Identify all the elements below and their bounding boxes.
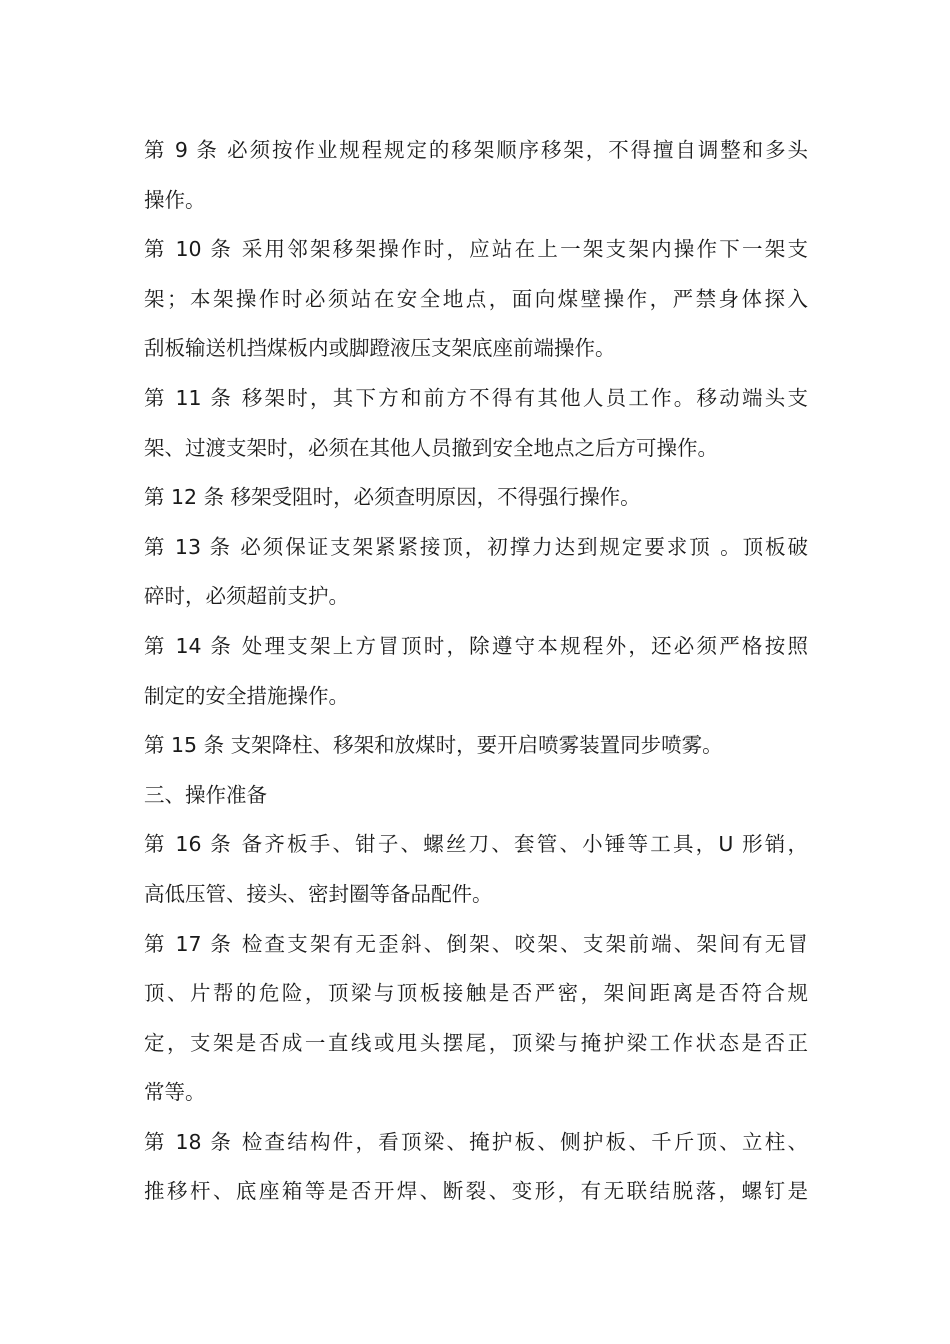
text-line: 第 16 条 备齐板手、钳子、螺丝刀、套管、小锤等工具，U 形销， (144, 832, 808, 857)
text-line: 制定的安全措施操作。 (144, 683, 349, 708)
text-line: 架、过渡支架时，必须在其他人员撤到安全地点之后方可操作。 (144, 435, 718, 460)
text-line: 推移杆、底座箱等是否开焊、断裂、变形，有无联结脱落，螺钉是 (144, 1179, 808, 1204)
document-body (144, 126, 808, 1217)
section-heading: 三、操作准备 (144, 782, 267, 807)
text-line: 刮板输送机挡煤板内或脚蹬液压支架底座前端操作。 (144, 336, 616, 361)
text-line: 操作。 (144, 187, 206, 212)
text-line: 第 11 条 移架时，其下方和前方不得有其他人员工作。移动端头支 (144, 385, 808, 410)
text-line: 第 17 条 检查支架有无歪斜、倒架、咬架、支架前端、架间有无冒 (144, 931, 808, 956)
text-line: 第 13 条 必须保证支架紧紧接顶，初撑力达到规定要求顶 。顶板破 (144, 534, 808, 559)
text-line: 高低压管、接头、密封圈等备品配件。 (144, 881, 493, 906)
text-line: 第 15 条 支架降柱、移架和放煤时，要开启喷雾装置同步喷雾。 (144, 733, 723, 758)
text-line: 碎时，必须超前支护。 (144, 584, 349, 609)
text-line: 第 9 条 必须按作业规程规定的移架顺序移架，不得擅自调整和多头 (144, 138, 808, 162)
text-line: 定，支架是否成一直线或甩头摆尾，顶梁与掩护梁工作状态是否正 (144, 1030, 808, 1055)
text-line: 常等。 (144, 1080, 206, 1105)
text-line: 第 12 条 移架受阻时，必须查明原因，不得强行操作。 (144, 485, 641, 510)
text-line: 第 18 条 检查结构件，看顶梁、掩护板、侧护板、千斤顶、立柱、 (144, 1129, 808, 1154)
text-line: 第 10 条 采用邻架移架操作时，应站在上一架支架内操作下一架支 (144, 237, 808, 262)
text-line: 顶、片帮的危险，顶梁与顶板接触是否严密，架间距离是否符合规 (144, 981, 808, 1006)
text-line: 第 14 条 处理支架上方冒顶时，除遵守本规程外，还必须严格按照 (144, 633, 808, 658)
text-line: 架；本架操作时必须站在安全地点，面向煤壁操作，严禁身体探入 (144, 286, 808, 311)
